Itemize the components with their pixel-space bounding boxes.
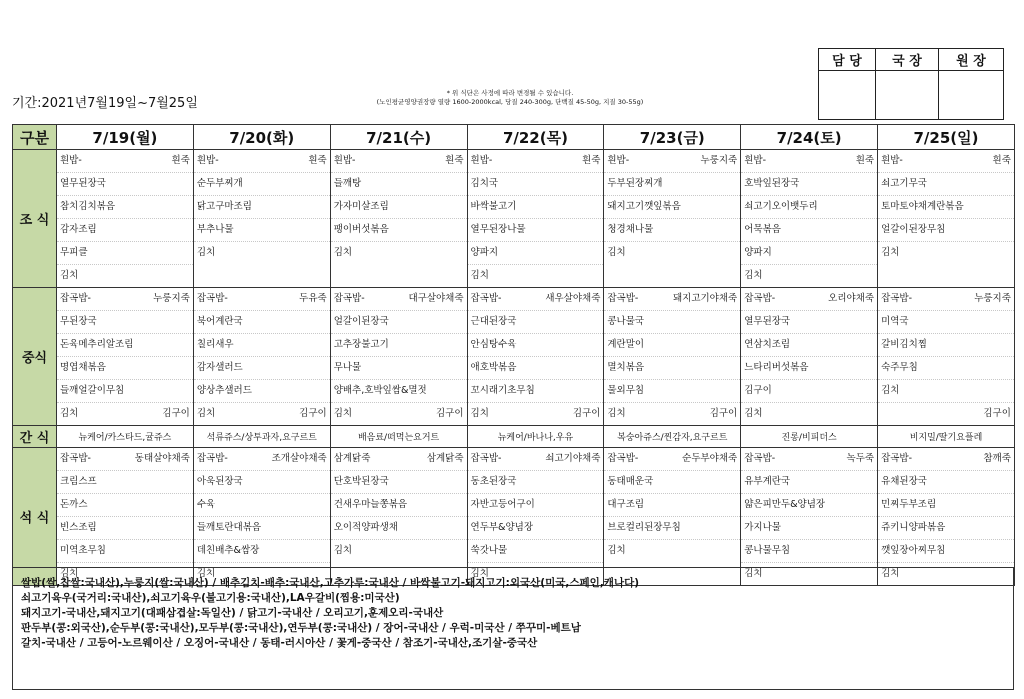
menu-item: 김구이: [436, 408, 464, 419]
porridge-label: 대구살야채죽: [408, 293, 464, 304]
menu-item: 자반고등어구이: [468, 494, 604, 517]
menu-item: 대구조림: [604, 494, 740, 517]
snack-row: [13, 426, 1015, 448]
porridge-label: 삼계닭죽: [426, 453, 464, 464]
menu-item: 건새우마늘쫑볶음: [331, 494, 467, 517]
snack-cell: 비지밀/딸기요플레: [878, 426, 1015, 448]
porridge-label: 누룽지죽: [700, 155, 738, 166]
lunch-label: 중식: [13, 288, 57, 426]
rice-label: 흰밥-: [60, 155, 82, 166]
menu-item: 김치: [878, 380, 1014, 403]
menu-line-first: [57, 150, 193, 173]
approval-label-manager: 담 당: [819, 49, 876, 71]
menu-item: 연삼치조림: [741, 334, 877, 357]
porridge-label: 흰죽: [171, 155, 190, 166]
menu-item: 단호박된장국: [331, 471, 467, 494]
dinner-label: 석 식: [13, 448, 57, 586]
porridge-label: 누룽지죽: [153, 293, 190, 304]
menu-item: 쑥갓나물: [468, 540, 604, 563]
notice-line-2: (노인평균영양권장량 열량 1600-2000kcal, 당질 240-300g, 단백질 45-50g, 지질 30-55g): [376, 98, 644, 106]
menu-item: 김치: [881, 247, 900, 258]
snack-cell: 복숭아쥬스/찐감자,요구르트: [604, 426, 741, 448]
menu-item: 토마토야채계란볶음: [878, 196, 1014, 219]
rice-label: 잡곡밥-: [744, 293, 776, 304]
rice-label: 잡곡밥-: [196, 293, 228, 304]
lunch-cell: [330, 288, 467, 426]
menu-item: 열무된장나물: [468, 219, 604, 242]
snack-cell: 석류쥬스/상투과자,요구르트: [193, 426, 330, 448]
dinner-cell: [467, 448, 604, 586]
rice-label: 잡곡밥-: [196, 453, 228, 464]
menu-item: 깻잎장아찌무침: [878, 540, 1014, 563]
menu-item: 가자미살조림: [331, 196, 467, 219]
menu-item: 유채된장국: [878, 471, 1014, 494]
menu-item: 김치: [744, 568, 763, 579]
menu-item: 김치: [60, 408, 79, 419]
menu-line-first: [194, 150, 330, 173]
porridge-label: 흰죽: [992, 155, 1011, 166]
menu-item: 무피클: [57, 242, 193, 265]
period-text: 기간:2021년7월19일~7월25일: [12, 96, 198, 111]
menu-line-first: [741, 288, 877, 311]
menu-line-first: [194, 448, 330, 471]
approval-label-head: 원 장: [939, 49, 1004, 71]
menu-item: 동태매운국: [604, 471, 740, 494]
menu-item: 갈비김치찜: [878, 334, 1014, 357]
menu-item: 명엽채볶음: [57, 357, 193, 380]
menu-line-last: [604, 403, 740, 425]
menu-item: 들깨토란대볶음: [194, 517, 330, 540]
rice-label: 흰밥-: [196, 155, 219, 166]
breakfast-row: [13, 150, 1015, 288]
breakfast-cell: [57, 150, 194, 288]
menu-line-first: [57, 288, 193, 311]
header-day: 7/19(월): [57, 125, 194, 150]
rice-label: 잡곡밥-: [607, 293, 639, 304]
menu-item: 빈스조림: [57, 517, 193, 540]
menu-item: 아욱된장국: [194, 471, 330, 494]
header-label: 구분: [13, 125, 57, 150]
porridge-label: 흰죽: [855, 155, 875, 166]
menu-item: 들깨탕: [331, 173, 467, 196]
rice-label: 흰밥-: [470, 155, 493, 166]
menu-item: 김구이: [983, 408, 1011, 419]
approval-box-manager: [819, 71, 876, 120]
menu-item: 데친배추&쌈장: [194, 540, 330, 563]
header-row: [13, 125, 1015, 150]
menu-line-first: [468, 288, 604, 311]
menu-item: 얇은피만두&양념장: [741, 494, 877, 517]
menu-item: 민찌두부조림: [878, 494, 1014, 517]
menu-item: 닭고구마조림: [194, 196, 330, 219]
porridge-label: 조개살야채죽: [271, 453, 327, 464]
menu-item: 김치: [744, 270, 763, 281]
menu-item: 청경채나물: [604, 219, 740, 242]
rice-label: 잡곡밥-: [881, 453, 913, 464]
lunch-cell: [193, 288, 330, 426]
menu-item: 안심탕수육: [468, 334, 604, 357]
menu-line-first: [604, 288, 740, 311]
breakfast-cell: [330, 150, 467, 288]
lunch-row: [13, 288, 1015, 426]
rice-label: 흰밥-: [744, 155, 767, 166]
menu-line-first: [331, 448, 467, 471]
menu-item: 북어계란국: [194, 311, 330, 334]
dinner-row: [13, 448, 1015, 586]
breakfast-cell: [878, 150, 1015, 288]
porridge-label: 오리야채죽: [828, 293, 875, 304]
menu-item: 느타리버섯볶음: [741, 357, 877, 380]
lunch-cell: [604, 288, 741, 426]
menu-item: 쥬키니양파볶음: [878, 517, 1014, 540]
dinner-cell: [193, 448, 330, 586]
menu-item: 김구이: [299, 408, 327, 419]
menu-item: 쇠고기오이뱃두리: [741, 196, 877, 219]
snack-cell: 진롱/비피더스: [741, 426, 878, 448]
menu-item: 김구이: [741, 380, 877, 403]
menu-item: 김치: [333, 247, 353, 258]
approval-box-director: [876, 71, 939, 120]
meal-table: [12, 124, 1015, 586]
origin-line: 갈치-국내산 / 고등어-노르웨이산 / 오징어-국내산 / 동태-러시아산 / 꽃게-중국산 / 참조기-국내산,조기살-중국산: [21, 637, 538, 649]
menu-line-first: [741, 150, 877, 173]
menu-item: 바싹불고기: [468, 196, 604, 219]
porridge-label: 흰죽: [582, 155, 601, 166]
lunch-cell: [878, 288, 1015, 426]
menu-item: 얼갈이된장무침: [878, 219, 1014, 242]
menu-item: 미역초무침: [57, 540, 193, 563]
menu-item: 숙주무침: [878, 357, 1014, 380]
lunch-cell: [57, 288, 194, 426]
origin-info: [12, 567, 1014, 690]
menu-item: 김치: [881, 568, 900, 579]
rice-label: 잡곡밥-: [470, 293, 502, 304]
rice-label: 잡곡밥-: [607, 453, 639, 464]
menu-item: 양파지: [741, 242, 877, 265]
menu-item: 브로컬리된장무침: [604, 517, 740, 540]
dinner-cell: [604, 448, 741, 586]
menu-item: 고추장불고기: [331, 334, 467, 357]
menu-item: 꼬시래기초무침: [468, 380, 604, 403]
dinner-cell: [330, 448, 467, 586]
porridge-label: 동태살야채죽: [134, 453, 190, 464]
menu-item: 김치: [470, 408, 489, 419]
menu-item: 김치: [333, 545, 353, 556]
header-day: 7/24(토): [741, 125, 878, 150]
menu-item: 감자조림: [57, 219, 193, 242]
porridge-label: 참깨죽: [983, 453, 1011, 464]
menu-item: 김치: [60, 568, 79, 579]
rice-label: 잡곡밥-: [60, 293, 91, 304]
menu-line-first: [878, 150, 1014, 173]
menu-item: 동초된장국: [468, 471, 604, 494]
menu-item: 근대된장국: [468, 311, 604, 334]
menu-line-last: [741, 403, 877, 425]
snack-cell: 배음료/떠먹는요거트: [330, 426, 467, 448]
snack-label: 간 식: [13, 426, 57, 448]
rice-label: 잡곡밥-: [744, 453, 776, 464]
menu-item: 참치김치볶음: [57, 196, 193, 219]
menu-item: 김치국: [468, 173, 604, 196]
breakfast-cell: [604, 150, 741, 288]
origin-line: 쌀밥(쌀,찹쌀:국내산),누룽지(쌀:국내산) / 배추김치-배추:국내산,고추가루:국내산 / 바싹불고기-돼지고기:외국산(미국,스페인,캐나다): [21, 577, 640, 589]
menu-item: 애호박볶음: [468, 357, 604, 380]
menu-line-first: [331, 288, 467, 311]
origin-line: 쇠고기육우(국거리:국내산),쇠고기육우(불고기용:국내산),LA우갈비(찜용:미국산): [21, 592, 400, 604]
menu-item: 김치: [607, 408, 626, 419]
menu-item: 김구이: [572, 408, 601, 419]
menu-line-last: [194, 403, 330, 425]
header-day: 7/21(수): [330, 125, 467, 150]
porridge-label: 순두부야채죽: [682, 453, 738, 464]
menu-item: 어묵볶음: [741, 219, 877, 242]
menu-item: 가지나물: [741, 517, 877, 540]
menu-item: 열무된장국: [741, 311, 877, 334]
rice-label: 흰밥-: [607, 155, 630, 166]
menu-line-first: [878, 288, 1014, 311]
menu-item: 오이적양파생채: [331, 517, 467, 540]
breakfast-cell: [467, 150, 604, 288]
menu-item: 크림스프: [57, 471, 193, 494]
menu-item: 콩나물무침: [741, 540, 877, 563]
dinner-cell: [878, 448, 1015, 586]
menu-line-first: [468, 150, 604, 173]
menu-item: 양파지: [468, 242, 604, 265]
porridge-label: 누룽지죽: [974, 293, 1011, 304]
header-day: 7/23(금): [604, 125, 741, 150]
rice-label: 잡곡밥-: [333, 293, 365, 304]
menu-line-first: [741, 448, 877, 471]
menu-item: 들깨얼갈이무침: [57, 380, 193, 403]
approval-box-head: [939, 71, 1004, 120]
snack-cell: 뉴케어/바나나,우유: [467, 426, 604, 448]
approval-label-director: 국 장: [876, 49, 939, 71]
menu-line-first: [604, 150, 740, 173]
breakfast-cell: [741, 150, 878, 288]
menu-item: 미역국: [878, 311, 1014, 334]
menu-item: 김치: [744, 408, 763, 419]
menu-item: 김치: [607, 247, 626, 258]
menu-item: 김치: [196, 247, 216, 258]
breakfast-cell: [193, 150, 330, 288]
menu-item: 김치: [607, 545, 626, 556]
origin-line: 돼지고기-국내산,돼지고기(대패삼겹살:독일산) / 닭고기-국내산 / 오리고기,훈제오리-국내산: [21, 607, 444, 619]
menu-item: 부추나물: [194, 219, 330, 242]
porridge-label: 돼지고기야채죽: [672, 293, 738, 304]
porridge-label: 흰죽: [308, 155, 327, 166]
menu-item: 얼갈이된장국: [331, 311, 467, 334]
menu-item: 열무된장국: [57, 173, 193, 196]
menu-item: 양상추샐러드: [194, 380, 330, 403]
menu-item: 계란말이: [604, 334, 740, 357]
menu-item: 돈까스: [57, 494, 193, 517]
rice-label: 흰밥-: [333, 155, 356, 166]
approval-table: [818, 48, 1004, 120]
menu-item: 김치: [470, 270, 489, 281]
header-day: 7/22(목): [467, 125, 604, 150]
rice-label: 흰밥-: [881, 155, 903, 166]
porridge-label: 쇠고기야채죽: [545, 453, 601, 464]
menu-item: 김구이: [162, 408, 190, 419]
menu-line-last: [331, 403, 467, 425]
menu-item: 칠리새우: [194, 334, 330, 357]
porridge-label: 녹두죽: [846, 453, 875, 464]
menu-item: 김치: [60, 270, 79, 281]
menu-line-first: [194, 288, 330, 311]
menu-item: 양배추,호박잎쌈&멸젓: [331, 380, 467, 403]
menu-line-last: [57, 403, 193, 425]
menu-item: 돈육메추리알조림: [57, 334, 193, 357]
porridge-label: 새우살야채죽: [545, 293, 601, 304]
menu-item: 호박잎된장국: [741, 173, 877, 196]
rice-label: 잡곡밥-: [60, 453, 91, 464]
menu-line-first: [331, 150, 467, 173]
lunch-cell: [467, 288, 604, 426]
menu-item: 돼지고기깻잎볶음: [604, 196, 740, 219]
notice-line-1: * 위 식단은 사정에 따라 변경될 수 있습니다.: [446, 89, 574, 97]
menu-item: 팽이버섯볶음: [331, 219, 467, 242]
menu-item: 쇠고기무국: [878, 173, 1014, 196]
breakfast-label: 조 식: [13, 150, 57, 288]
menu-item: 무된장국: [57, 311, 193, 334]
header-day: 7/20(화): [193, 125, 330, 150]
dinner-cell: [741, 448, 878, 586]
menu-item: 김치: [470, 568, 489, 579]
menu-item: 김치: [333, 408, 353, 419]
menu-item: 멸치볶음: [604, 357, 740, 380]
menu-line-first: [878, 448, 1014, 471]
menu-line-first: [604, 448, 740, 471]
porridge-label: 흰죽: [445, 155, 464, 166]
notice: [340, 89, 680, 107]
menu-line-first: [468, 448, 604, 471]
menu-item: 감자샐러드: [194, 357, 330, 380]
menu-item: 물외무침: [604, 380, 740, 403]
menu-item: 수육: [194, 494, 330, 517]
rice-label: 삼계닭죽: [333, 453, 371, 464]
origin-line: 판두부(콩:외국산),순두부(콩:국내산),모두부(콩:국내산),연두부(콩:국내산) / 장어-국내산 / 우럭-미국산 / 쭈꾸미-베트남: [21, 622, 581, 634]
rice-label: 잡곡밥-: [881, 293, 913, 304]
menu-item: 콩나물국: [604, 311, 740, 334]
menu-item: 유부계란국: [741, 471, 877, 494]
snack-cell: 뉴케어/카스타드,귤쥬스: [57, 426, 194, 448]
rice-label: 잡곡밥-: [470, 453, 502, 464]
menu-item: 두부된장찌개: [604, 173, 740, 196]
menu-item: 김치: [196, 568, 216, 579]
menu-item: 연두부&양념장: [468, 517, 604, 540]
dinner-cell: [57, 448, 194, 586]
menu-item: 순두부찌개: [194, 173, 330, 196]
header-day: 7/25(일): [878, 125, 1015, 150]
menu-line-last: [468, 403, 604, 425]
menu-line-last: [878, 403, 1014, 425]
porridge-label: 두유죽: [299, 293, 327, 304]
menu-item: 김치: [196, 408, 216, 419]
menu-line-first: [57, 448, 193, 471]
menu-item: 무나물: [331, 357, 467, 380]
menu-item: 김구이: [709, 408, 738, 419]
lunch-cell: [741, 288, 878, 426]
